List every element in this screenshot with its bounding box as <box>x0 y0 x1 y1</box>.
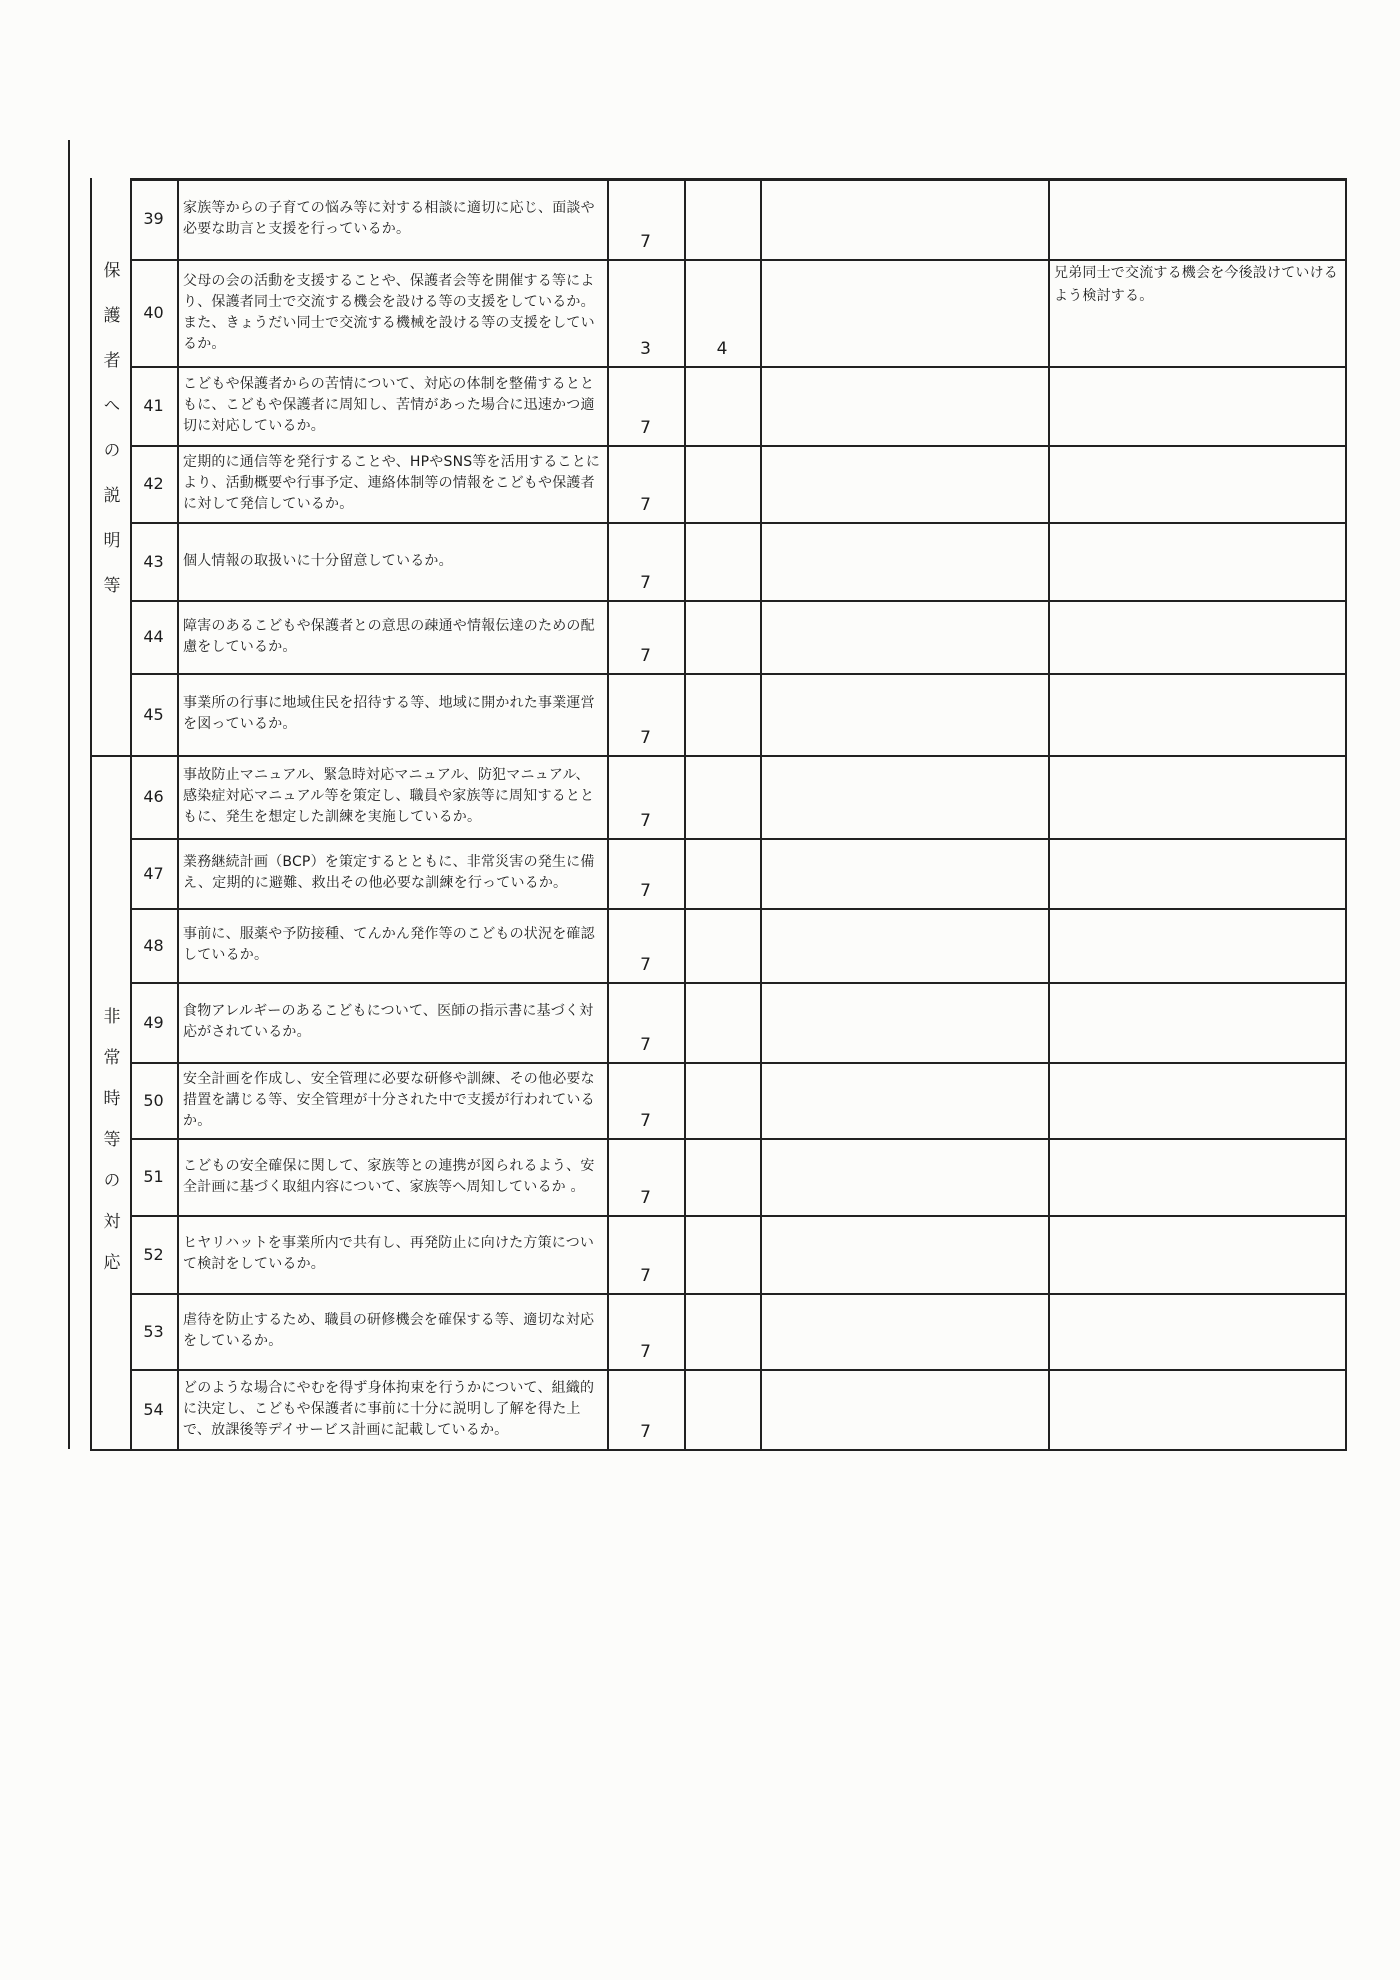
score-value: 7 <box>640 955 651 975</box>
question-text: 安全計画を作成し、安全管理に必要な研修や訓練、その他必要な措置を講じる等、安全管理が十分された中で支援が行われているか。 <box>183 1070 595 1129</box>
row-number: 39 <box>143 209 164 228</box>
table-row <box>0 1369 1400 1449</box>
score-value-2 <box>686 982 758 1062</box>
row-number: 50 <box>143 1090 164 1110</box>
question-text: 事業所の行事に地域住民を招待する等、地域に開かれた事業運営を図っているか。 <box>183 695 595 732</box>
comment-text <box>1052 755 1340 838</box>
category-label-text: 非常時等の対応 <box>99 1006 120 1294</box>
row-number: 43 <box>143 551 164 571</box>
question-text: 父母の会の活動を支援することや、保護者会等を開催する等により、保護者同士で交流する機会を設ける等の支援をしているか。また、きょうだい同士で交流する機械を設ける等の支援をしているか。 <box>183 272 595 352</box>
question-text: 事故防止マニュアル、緊急時対応マニュアル、防犯マニュアル、感染症対応マニュアル等を策定し、職員や家族等に周知するとともに、発生を想定した訓練を実施しているか。 <box>183 767 595 825</box>
row-number: 45 <box>143 704 164 724</box>
comment-text <box>1052 1062 1340 1138</box>
comment-text <box>1052 1138 1340 1215</box>
comment-text <box>1052 522 1340 600</box>
score-value: 7 <box>640 232 651 252</box>
question-text: 虐待を防止するため、職員の研修機会を確保する等、適切な対応をしているか。 <box>183 1312 595 1349</box>
score-value-2 <box>686 673 758 755</box>
table-row <box>0 838 1400 908</box>
comment-text <box>1052 178 1340 259</box>
table-row <box>0 1138 1400 1215</box>
score-value-2 <box>686 1138 758 1215</box>
comment-text <box>1052 1369 1340 1449</box>
score-value-2 <box>686 1062 758 1138</box>
row-number: 48 <box>143 935 164 955</box>
table-row <box>0 1293 1400 1369</box>
score-value-2 <box>686 522 758 600</box>
table-row <box>0 445 1400 522</box>
question-text: こどもの安全確保に関して、家族等との連携が図られるよう、安全計画に基づく取組内容について、家族等へ周知しているか 。 <box>183 1157 595 1195</box>
table-row <box>0 259 1400 366</box>
comment-text <box>1052 600 1340 673</box>
table-row <box>0 1062 1400 1138</box>
comment-text: 兄弟同士で交流する機会を今後設けていけるよう検討する。 <box>1054 265 1338 304</box>
score-value: 7 <box>640 1111 651 1131</box>
table-row <box>0 673 1400 755</box>
comment-text <box>1052 673 1340 755</box>
row-number: 49 <box>143 1012 164 1032</box>
score-value: 7 <box>640 1035 651 1055</box>
score-value-2 <box>686 1215 758 1293</box>
score-value: 7 <box>640 1342 651 1362</box>
comment-text <box>1052 366 1340 445</box>
row-number: 42 <box>143 474 164 493</box>
score-value-2 <box>686 908 758 982</box>
question-text: ヒヤリハットを事業所内で共有し、再発防止に向けた方策について検討をしているか。 <box>183 1235 595 1272</box>
row-number: 44 <box>143 627 164 646</box>
question-text: こどもや保護者からの苦情について、対応の体制を整備するとともに、こどもや保護者に周知し、苦情があった場合に迅速かつ適切に対応しているか。 <box>183 376 595 434</box>
score-value-2 <box>686 366 758 445</box>
comment-text <box>1052 982 1340 1062</box>
score-value-2: 4 <box>716 339 728 359</box>
score-value-2 <box>686 755 758 838</box>
table-row <box>0 178 1400 259</box>
question-text: 個人情報の取扱いに十分留意しているか。 <box>183 552 453 569</box>
question-text: 障害のあるこどもや保護者との意思の疎通や情報伝達のための配慮をしているか。 <box>183 617 595 655</box>
row-number: 52 <box>143 1244 164 1264</box>
score-value: 7 <box>640 646 651 666</box>
score-value: 7 <box>640 1266 651 1286</box>
row-number: 40 <box>143 303 164 322</box>
score-value-2 <box>686 1293 758 1369</box>
comment-text <box>1052 1293 1340 1369</box>
question-text: 食物アレルギーのあるこどもについて、医師の指示書に基づく対応がされているか。 <box>183 1003 594 1040</box>
table-bottom-border <box>90 1449 1347 1451</box>
table-row <box>0 755 1400 838</box>
comment-text <box>1052 1215 1340 1293</box>
table-row <box>0 982 1400 1062</box>
score-value: 7 <box>640 573 651 593</box>
table-row <box>0 522 1400 600</box>
row-number: 41 <box>143 396 164 415</box>
score-value: 7 <box>640 728 651 748</box>
table-row <box>0 366 1400 445</box>
comment-text <box>1052 445 1340 522</box>
score-value: 7 <box>640 881 651 901</box>
comment-text <box>1052 838 1340 908</box>
row-number: 51 <box>143 1167 164 1186</box>
category-label-text: 保護者への説明等 <box>99 260 120 621</box>
score-value-2 <box>686 600 758 673</box>
score-value: 7 <box>640 811 651 831</box>
score-value-2 <box>686 178 758 259</box>
row-number: 47 <box>143 863 164 883</box>
score-value-2 <box>686 1369 758 1449</box>
row-number: 53 <box>143 1321 164 1341</box>
question-text: 事前に、服薬や予防接種、てんかん発作等のこどもの状況を確認しているか。 <box>183 926 595 963</box>
comment-text <box>1052 908 1340 982</box>
question-text: 家族等からの子育ての悩み等に対する相談に適切に応じ、面談や必要な助言と支援を行っているか。 <box>183 199 595 237</box>
table-row <box>0 908 1400 982</box>
row-number: 54 <box>143 1399 164 1419</box>
score-value: 7 <box>640 1188 651 1208</box>
score-value: 7 <box>640 1422 651 1442</box>
score-value: 7 <box>640 495 651 515</box>
score-value: 7 <box>640 418 651 438</box>
score-value: 3 <box>640 339 651 359</box>
row-number: 46 <box>143 787 164 806</box>
question-text: 定期的に通信等を発行することや、HPやSNS等を活用することにより、活動概要や行事予定、連絡体制等の情報をこどもや保護者に対して発信しているか。 <box>183 454 601 512</box>
question-text: 業務継続計画（BCP）を策定するとともに、非常災害の発生に備え、定期的に避難、救出その他必要な訓練を行っているか。 <box>183 854 595 891</box>
score-value-2 <box>686 445 758 522</box>
question-text: どのような場合にやむを得ず身体拘束を行うかについて、組織的に決定し、こどもや保護者に事前に十分に説明し了解を得た上で、放課後等デイサービス計画に記載しているか。 <box>183 1379 595 1438</box>
table-row <box>0 600 1400 673</box>
table-row <box>0 1215 1400 1293</box>
score-value-2 <box>686 838 758 908</box>
